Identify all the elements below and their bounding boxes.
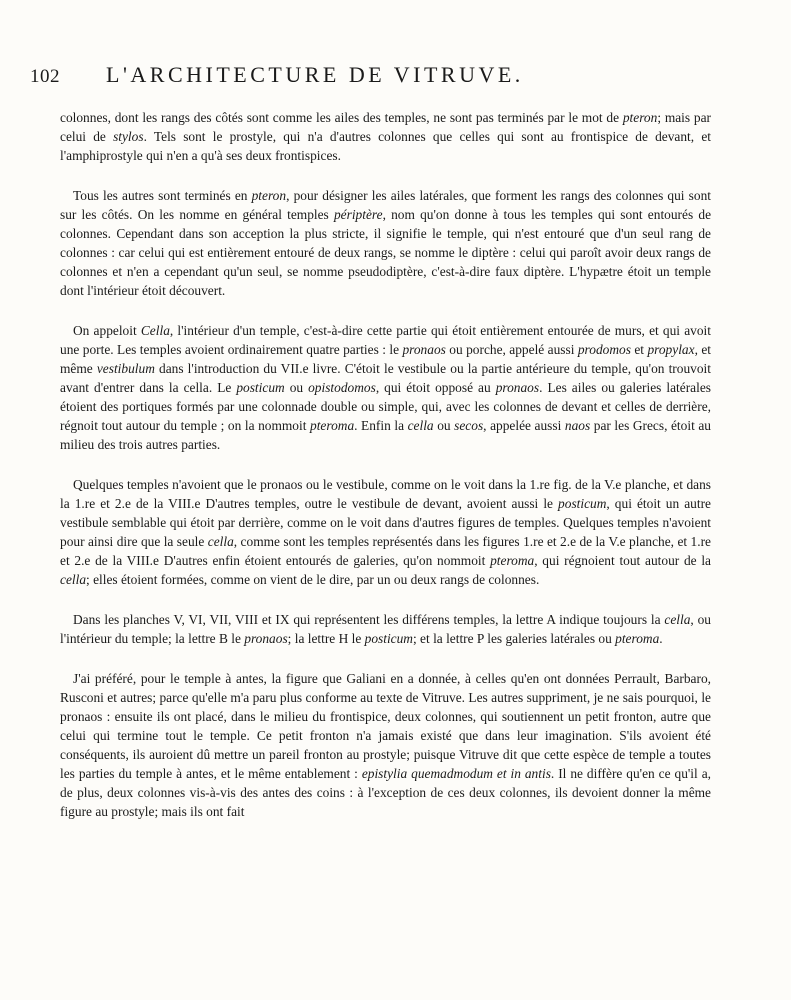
text-run: , qui régnoient tout autour de la — [534, 553, 711, 568]
page-header — [30, 62, 750, 88]
paragraph-5 — [60, 610, 711, 648]
italic-term: secos — [454, 418, 484, 433]
text-run: ou porche, appelé aussi — [445, 342, 578, 357]
text-run: , l'intérieur d'un temple, c'est-à-dire cette partie qui étoit entièrement entourée de murs, et qui avoit une porte. Les temples avoient ordinairement quatre parties : le — [60, 323, 711, 357]
italic-term: propylax — [647, 342, 695, 357]
text-run: ; mais par celui de — [60, 110, 711, 144]
text-run: et — [630, 342, 648, 357]
text-run: ; elles étoient formées, comme on vient de le dire, par un ou deux rangs de colonnes. — [86, 572, 540, 587]
text-run: ; et la lettre P les galeries latérales ou — [412, 631, 616, 646]
italic-term: pteroma — [615, 631, 660, 646]
italic-term: périptère — [333, 207, 383, 222]
italic-term: pronaos — [402, 342, 446, 357]
text-run: . Enfin la — [354, 418, 408, 433]
italic-term: opistodomos — [308, 380, 376, 395]
text-run: . — [659, 631, 663, 646]
text-run: Quelques temples n'avoient que le pronaos ou le vestibule, comme on le voit dans la 1.re fig. de la V.e planche, et dans la 1.re et 2.e de la VIII.e D'autres temples, outre le vestibule de devant, avoient aussi le — [60, 477, 711, 511]
paragraph-6 — [60, 669, 711, 821]
text-run: , comme sont les temples représentés dans les figures 1.re et 2.e de la V.e planche, et 1.re et 2.e de la VIII.e D'autres enfin étoient entourés de galeries, qu'on nommoit — [60, 534, 711, 568]
text-run: . Tels sont le prostyle, qui n'a d'autres colonnes que celles qui sont au frontispice de devant, et l'amphiprostyle qui n'en a qu'à ses deux frontispices. — [60, 129, 711, 163]
italic-term: pteroma — [490, 553, 535, 568]
paragraph-1 — [60, 108, 711, 165]
paragraph-3 — [60, 321, 711, 454]
italic-term: pronaos — [495, 380, 540, 395]
italic-term: pteron — [622, 110, 658, 125]
text-run: , pour désigner les ailes latérales, que forment les rangs des colonnes qui sont sur les côtés. On les nomme en général temples — [60, 188, 711, 222]
italic-term: pteroma — [310, 418, 355, 433]
italic-term: epistylia quemadmodum et in antis — [361, 766, 551, 781]
italic-term: cella — [207, 534, 234, 549]
text-run: , et même — [60, 342, 711, 376]
text-run: ; la lettre H le — [287, 631, 365, 646]
text-run: Tous les autres sont terminés en — [73, 188, 252, 203]
text-run: Dans les planches V, VI, VII, VIII et IX qui représentent les différens temples, la lettre A indique toujours la — [73, 612, 665, 627]
text-run: J'ai préféré, pour le temple à antes, la figure que Galiani en a donnée, à celles qu'en ont données Perrault, Barbaro, Rusconi et autres; parce qu'elle m'a paru plus conforme au texte de Vitruve. Les autres suppriment, je ne sais pourquoi, le pronaos : ensuite ils ont placé, dans le milieu du frontispice, deux colonnes, qui soutiennent un petit fronton, autre que celui qui termine tout le temple. Ce petit fronton n'a jamais existé que dans leur imagination. S'ils avoient été conséquents, ils auroient dû mettre un pareil fronton au prostyle; puisque Vitruve dit que cette espèce de temple a toutes les parties du temple à antes, et le même entablement : — [60, 671, 711, 781]
italic-term: prodomos — [577, 342, 631, 357]
italic-term: cella — [60, 572, 87, 587]
text-run: , appelée aussi — [483, 418, 565, 433]
italic-term: vestibulum — [96, 361, 155, 376]
text-run: dans l'introduction du VII.e livre. C'étoit le vestibule ou la partie antérieure du temple, qu'on trouvoit avant d'entrer dans la cella. Le — [60, 361, 711, 395]
text-run: . Les ailes ou galeries latérales étoient des portiques formés par une colonnade double ou simple, qui, avec les colonnes de devant et celles de derrière, régnoit tout autour du temple ; on la nommoit — [60, 380, 711, 433]
text-run: On appeloit — [73, 323, 141, 338]
text-run: ou — [284, 380, 309, 395]
text-run: , qui étoit opposé au — [375, 380, 496, 395]
italic-term: posticum — [558, 496, 607, 511]
text-run: . Il ne diffère qu'en ce qu'il a, de plus, deux colonnes vis-à-vis des antes des coins : à l'exception de ces deux colonnes, ils devoient donner la même figure au prostyle; mais ils ont fait — [60, 766, 711, 819]
text-run: , ou l'intérieur du temple; la lettre B le — [60, 612, 711, 646]
italic-term: cella — [664, 612, 691, 627]
text-run: ou — [433, 418, 455, 433]
italic-term: pronaos — [244, 631, 288, 646]
text-run: par les Grecs, étoit au milieu des trois autres parties. — [60, 418, 711, 452]
italic-term: posticum — [236, 380, 285, 395]
text-run: colonnes, dont les rangs des côtés sont comme les ailes des temples, ne sont pas terminés par le mot de — [60, 110, 623, 125]
italic-term: pteron — [251, 188, 287, 203]
italic-term: Cella — [140, 323, 170, 338]
text-run: , qui étoit un autre vestibule semblable qui étoit par derrière, comme on le voit dans d'autres figures de temples. Quelques temples n'avoient pour ainsi dire que la seule — [60, 496, 711, 549]
body-text — [60, 108, 711, 821]
italic-term: stylos — [113, 129, 144, 144]
paragraph-4 — [60, 475, 711, 589]
page-number: 102 — [30, 66, 60, 87]
paragraph-2 — [60, 186, 711, 300]
running-title: L'ARCHITECTURE DE VITRUVE. — [106, 62, 524, 87]
italic-term: posticum — [364, 631, 413, 646]
italic-term: cella — [407, 418, 434, 433]
text-run: , nom qu'on donne à tous les temples qui sont entourés de colonnes. Cependant dans son acception la plus stricte, il signifie le temple, qui n'est entouré que d'un seul rang de colonnes : car celui qui est entièrement entouré de deux rangs, se nomme le diptère : celui qui paroît avoir deux rangs de colonnes et n'en a cependant qu'un seul, se nomme pseudodiptère, c'est-à-dire faux diptère. L'hypætre étoit un temple dont l'intérieur étoit découvert. — [60, 207, 712, 298]
italic-term: naos — [564, 418, 591, 433]
